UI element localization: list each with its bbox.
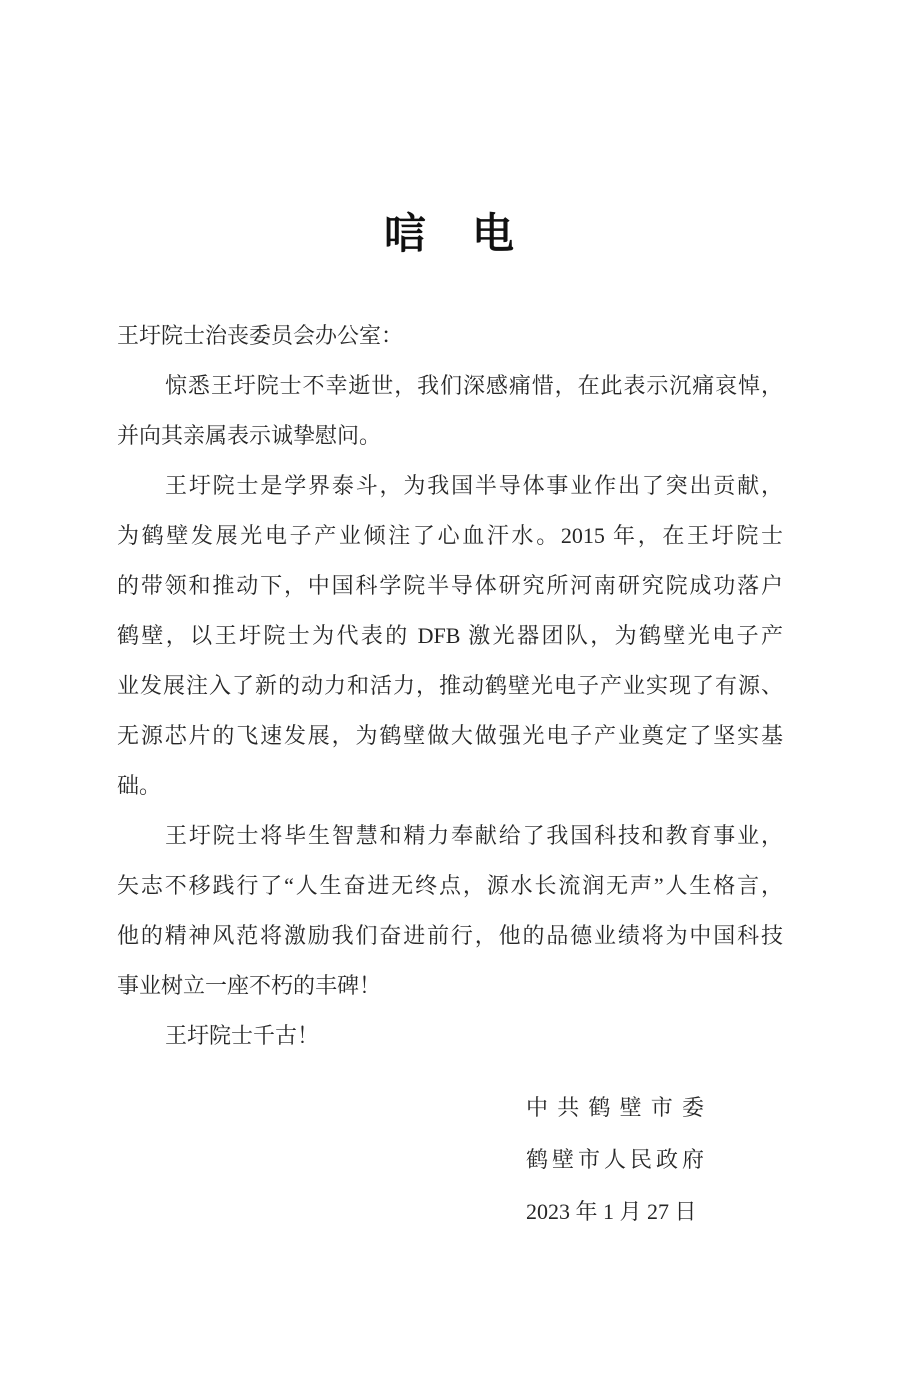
body-line: 他的精神风范将激励我们奋进前行，他的品德业绩将为中国科技 xyxy=(117,923,783,948)
body-line: 王圩院士将毕生智慧和精力奉献给了我国科技和教育事业， xyxy=(165,823,783,848)
body-line: 矢志不移践行了“人生奋进无终点，源水长流润无声”人生格言， xyxy=(117,873,783,898)
signature-org-party: 中共鹤壁市委 xyxy=(526,1095,704,1120)
signature-date: 2023 年 1 月 27 日 xyxy=(526,1199,697,1224)
document-body xyxy=(0,311,900,1061)
body-line: 王圩院士是学界泰斗，为我国半导体事业作出了突出贡献， xyxy=(165,473,783,498)
body-line: 无源芯片的飞速发展，为鹤壁做大做强光电子产业奠定了坚实基 xyxy=(117,723,783,748)
body-line: 并向其亲属表示诚挚慰问。 xyxy=(117,423,382,448)
signature-block xyxy=(526,1082,704,1238)
body-line: 事业树立一座不朽的丰碑！ xyxy=(117,973,382,998)
signature-org-government: 鹤壁市人民政府 xyxy=(526,1147,704,1172)
document-title: 唁 电 xyxy=(383,212,516,258)
body-line: 的带领和推动下，中国科学院半导体研究所河南研究院成功落户 xyxy=(117,573,783,598)
tribute-line: 王圩院士千古！ xyxy=(165,1023,320,1048)
salutation-line: 王圩院士治丧委员会办公室： xyxy=(117,323,404,348)
body-line: 业发展注入了新的动力和活力，推动鹤壁光电子产业实现了有源、 xyxy=(117,673,783,698)
body-line: 础。 xyxy=(117,773,162,798)
body-line: 惊悉王圩院士不幸逝世，我们深感痛惜，在此表示沉痛哀悼， xyxy=(165,373,783,398)
body-line: 为鹤壁发展光电子产业倾注了心血汗水。2015 年，在王圩院士 xyxy=(117,523,783,548)
body-line: 鹤壁，以王圩院士为代表的 DFB 激光器团队，为鹤壁光电子产 xyxy=(117,623,783,648)
